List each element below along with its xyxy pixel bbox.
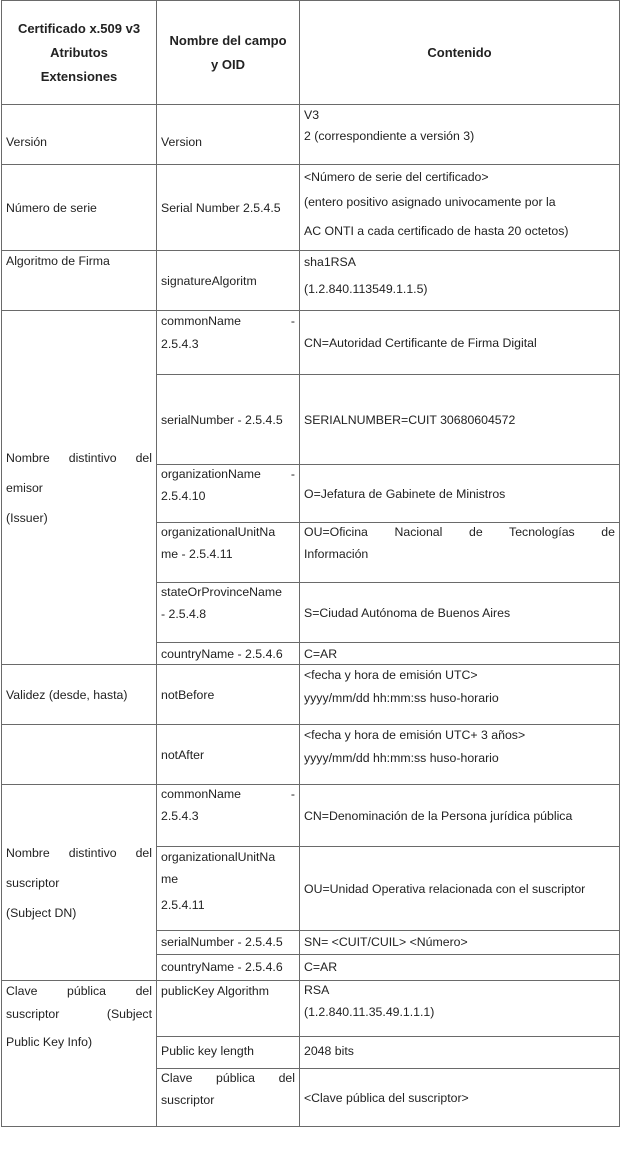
- header-row: [2, 1, 620, 105]
- header-field-name: Nombre del campo y OID: [157, 1, 300, 105]
- attr-validity: Validez (desde, hasta): [2, 665, 157, 725]
- field-not-before: notBefore: [157, 665, 300, 725]
- attr-serial-number: Número de serie: [2, 165, 157, 251]
- table-row: [2, 105, 620, 165]
- content-serial-number: <Número de serie del certificado> (entero positivo asignado univocamente por la AC ONTI a cada certificado de hasta 20 octetos): [300, 165, 620, 251]
- table-row: [2, 981, 620, 1037]
- content-subject-serial-number: SN= <CUIT/CUIL> <Número>: [300, 931, 620, 955]
- content-signature-algorithm: sha1RSA (1.2.840.113549.1.1.5): [300, 251, 620, 311]
- attr-version: Versión: [2, 105, 157, 165]
- table-row: [2, 665, 620, 725]
- table-row: [2, 725, 620, 785]
- field-not-after: notAfter: [157, 725, 300, 785]
- content-subject-country-name: C=AR: [300, 955, 620, 981]
- content-public-key-length: 2048 bits: [300, 1037, 620, 1069]
- field-issuer-organization-name: organizationName - 2.5.4.10: [157, 465, 300, 523]
- field-issuer-organizational-unit: organizationalUnitNa me - 2.5.4.11: [157, 523, 300, 583]
- content-issuer-serial-number: SERIALNUMBER=CUIT 30680604572: [300, 375, 620, 465]
- attr-issuer: Nombre distintivo del emisor (Issuer): [2, 311, 157, 665]
- content-issuer-country-name: C=AR: [300, 643, 620, 665]
- field-public-key-length: Public key length: [157, 1037, 300, 1069]
- field-public-key: Clave pública del suscriptor: [157, 1069, 300, 1127]
- field-serial-number: Serial Number 2.5.4.5: [157, 165, 300, 251]
- field-subject-country-name: countryName - 2.5.4.6: [157, 955, 300, 981]
- content-subject-organizational-unit: OU=Unidad Operativa relacionada con el suscriptor: [300, 847, 620, 931]
- table-row: [2, 311, 620, 375]
- field-public-key-algorithm: publicKey Algorithm: [157, 981, 300, 1037]
- field-subject-common-name: commonName - 2.5.4.3: [157, 785, 300, 847]
- content-issuer-organization-name: O=Jefatura de Gabinete de Ministros: [300, 465, 620, 523]
- field-subject-serial-number: serialNumber - 2.5.4.5: [157, 931, 300, 955]
- attr-subject: Nombre distintivo del suscriptor (Subject DN): [2, 785, 157, 981]
- table-row: [2, 251, 620, 311]
- content-not-after: <fecha y hora de emisión UTC+ 3 años> yyyy/mm/dd hh:mm:ss huso-horario: [300, 725, 620, 785]
- content-issuer-common-name: CN=Autoridad Certificante de Firma Digital: [300, 311, 620, 375]
- attr-public-key: Clave pública del suscriptor (Subject Public Key Info): [2, 981, 157, 1127]
- content-version: V3 2 (correspondiente a versión 3): [300, 105, 620, 165]
- content-issuer-state-province: S=Ciudad Autónoma de Buenos Aires: [300, 583, 620, 643]
- content-not-before: <fecha y hora de emisión UTC> yyyy/mm/dd hh:mm:ss huso-horario: [300, 665, 620, 725]
- field-issuer-serial-number: serialNumber - 2.5.4.5: [157, 375, 300, 465]
- field-issuer-country-name: countryName - 2.5.4.6: [157, 643, 300, 665]
- field-subject-organizational-unit: organizationalUnitNa me 2.5.4.11: [157, 847, 300, 931]
- content-public-key: <Clave pública del suscriptor>: [300, 1069, 620, 1127]
- content-public-key-algorithm: RSA (1.2.840.11.35.49.1.1.1): [300, 981, 620, 1037]
- field-issuer-common-name: commonName - 2.5.4.3: [157, 311, 300, 375]
- attr-signature-algorithm: Algoritmo de Firma: [2, 251, 157, 311]
- field-issuer-state-province: stateOrProvinceName - 2.5.4.8: [157, 583, 300, 643]
- table-row: [2, 785, 620, 847]
- header-content: Contenido: [300, 1, 620, 105]
- header-attributes: Certificado x.509 v3 Atributos Extensiones: [2, 1, 157, 105]
- attr-validity-continued: [2, 725, 157, 785]
- field-signature-algorithm: signatureAlgoritm: [157, 251, 300, 311]
- table-row: [2, 165, 620, 251]
- content-subject-common-name: CN=Denominación de la Persona jurídica pública: [300, 785, 620, 847]
- content-issuer-organizational-unit: OU=Oficina Nacional de Tecnologías de Información: [300, 523, 620, 583]
- certificate-attributes-table: [1, 0, 620, 1127]
- field-version: Version: [157, 105, 300, 165]
